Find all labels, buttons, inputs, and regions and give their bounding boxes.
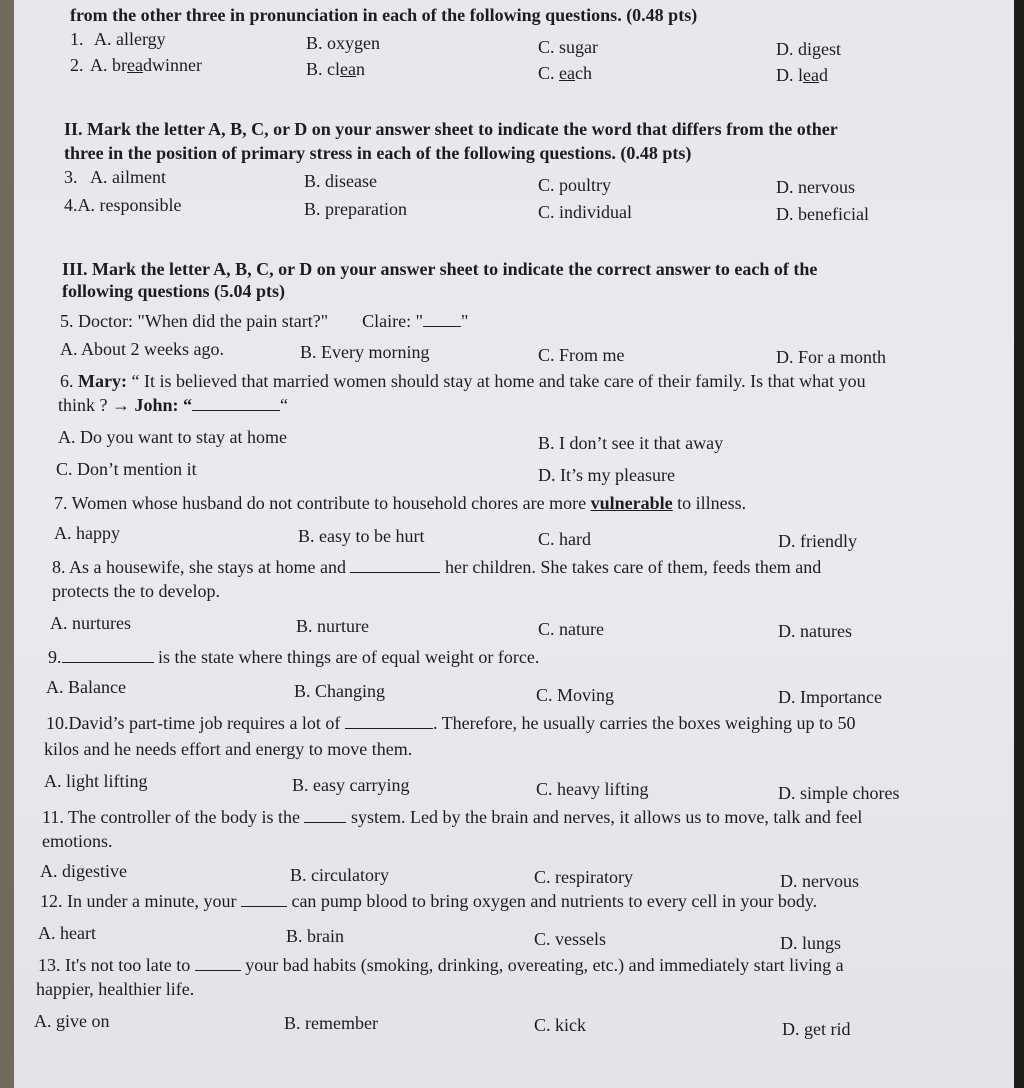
q7-option-c: C. hard	[538, 529, 591, 549]
q12-option-a: A. heart	[38, 923, 96, 943]
q7-option-b: B. easy to be hurt	[298, 526, 425, 546]
q11-option-c: C. respiratory	[534, 867, 633, 887]
q7-option-a: A. happy	[54, 523, 120, 543]
q1-option-c: C. sugar	[538, 37, 598, 57]
q3-number: 3.	[64, 167, 78, 187]
q6-blank	[192, 396, 280, 411]
q3-option-c: C. poultry	[538, 175, 612, 195]
q8-option-c: C. nature	[538, 619, 604, 639]
table-edge	[1014, 0, 1024, 1088]
q9-stem: 9. is the state where things are of equal weight or force.	[48, 647, 540, 667]
q1-number: 1.	[70, 29, 84, 49]
q6-stem-line1: 6. Mary: “ It is believed that married women should stay at home and take care of their family. Is that what you	[60, 371, 866, 391]
q2-number: 2.	[70, 55, 84, 75]
q5-option-a: A. About 2 weeks ago.	[60, 339, 224, 359]
q2-option-d: D. lead	[776, 65, 828, 85]
part3-header-line2: following questions (5.04 pts)	[62, 281, 286, 301]
q10-blank	[345, 714, 433, 729]
q5-option-d: D. For a month	[776, 347, 886, 367]
q9-option-c: C. Moving	[536, 685, 615, 705]
q2-option-b: B. clean	[306, 59, 365, 79]
q13-stem-line1: 13. It's not too late to your bad habits (smoking, drinking, overeating, etc.) and immediately start living a	[38, 955, 844, 975]
q12-blank	[241, 892, 287, 907]
q3-option-a: A. ailment	[90, 167, 166, 187]
q13-option-b: B. remember	[284, 1013, 378, 1033]
q4-option-a: 4.A. responsible	[64, 195, 182, 215]
q13-stem-line2: happier, healthier life.	[36, 979, 195, 999]
q10-option-c: C. heavy lifting	[536, 779, 649, 799]
q8-stem-line2: protects the to develop.	[52, 581, 220, 601]
q9-option-d: D. Importance	[778, 687, 882, 707]
q8-stem-line1: 8. As a housewife, she stays at home and her children. She takes care of them, feeds them and	[52, 557, 822, 577]
exam-sheet	[14, 0, 1014, 1088]
q3-option-b: B. disease	[304, 171, 377, 191]
q6-option-c: C. Don’t mention it	[56, 459, 197, 479]
q11-stem-line2: emotions.	[42, 831, 113, 851]
q2-option-c: C. each	[538, 63, 592, 83]
q11-option-b: B. circulatory	[290, 865, 389, 885]
q4-option-b: B. preparation	[304, 199, 407, 219]
q4-option-c: C. individual	[538, 202, 632, 222]
q6-option-d: D. It’s my pleasure	[538, 465, 675, 485]
q6-option-a: A. Do you want to stay at home	[58, 427, 287, 447]
q7-keyword: vulnerable	[590, 493, 673, 513]
q12-option-c: C. vessels	[534, 929, 606, 949]
q8-option-b: B. nurture	[296, 616, 369, 636]
q11-option-d: D. nervous	[780, 871, 859, 891]
q5-blank	[423, 312, 461, 327]
q6-option-b: B. I don’t see it that away	[538, 433, 724, 453]
part2-header-line1: II. Mark the letter A, B, C, or D on your answer sheet to indicate the word that differs from the other	[64, 119, 838, 139]
q10-stem-line1: 10.David’s part-time job requires a lot of . Therefore, he usually carries the boxes weighing up to 50	[46, 713, 856, 733]
q10-option-b: B. easy carrying	[292, 775, 410, 795]
part2-header-line2: three in the position of primary stress in each of the following questions. (0.48 pts)	[64, 143, 692, 163]
q2-option-a: A. breadwinner	[90, 55, 202, 75]
q12-stem: 12. In under a minute, your can pump blood to bring oxygen and nutrients to every cell in your body.	[40, 891, 818, 911]
q13-blank	[195, 956, 241, 971]
q12-option-b: B. brain	[286, 926, 344, 946]
part1-header: from the other three in pronunciation in each of the following questions. (0.48 pts)	[70, 5, 698, 25]
q10-option-a: A. light lifting	[44, 771, 148, 791]
q5-option-c: C. From me	[538, 345, 625, 365]
q8-option-d: D. natures	[778, 621, 852, 641]
q13-option-a: A. give on	[34, 1011, 110, 1031]
q11-stem-line1: 11. The controller of the body is the system. Led by the brain and nerves, it allows us to move, talk and feel	[42, 807, 863, 827]
q9-option-a: A. Balance	[46, 677, 126, 697]
q8-blank	[350, 558, 440, 573]
q9-option-b: B. Changing	[294, 681, 386, 701]
q11-blank	[304, 808, 346, 823]
q1-option-a: A. allergy	[94, 29, 166, 49]
q10-stem-line2: kilos and he needs effort and energy to move them.	[44, 739, 413, 759]
q12-option-d: D. lungs	[780, 933, 842, 953]
q10-option-d: D. simple chores	[778, 783, 900, 803]
q7-stem: 7. Women whose husband do not contribute to household chores are more vulnerable to illness.	[54, 493, 747, 513]
q13-option-d: D. get rid	[782, 1019, 851, 1039]
q6-stem-line2: think ? → John: “ “	[58, 395, 289, 415]
q5-stem: 5. Doctor: "When did the pain start?" Claire: " "	[60, 311, 469, 331]
part3-header-line1: III. Mark the letter A, B, C, or D on your answer sheet to indicate the correct answer to each of the	[62, 259, 818, 279]
q5-option-b: B. Every morning	[300, 342, 430, 362]
q13-option-c: C. kick	[534, 1015, 586, 1035]
q7-option-d: D. friendly	[778, 531, 857, 551]
q11-option-a: A. digestive	[40, 861, 127, 881]
q1-option-b: B. oxygen	[306, 33, 380, 53]
q9-blank	[62, 648, 154, 663]
q3-option-d: D. nervous	[776, 177, 855, 197]
q8-option-a: A. nurtures	[50, 613, 131, 633]
q4-option-d: D. beneficial	[776, 204, 869, 224]
q1-option-d: D. digest	[776, 39, 841, 59]
